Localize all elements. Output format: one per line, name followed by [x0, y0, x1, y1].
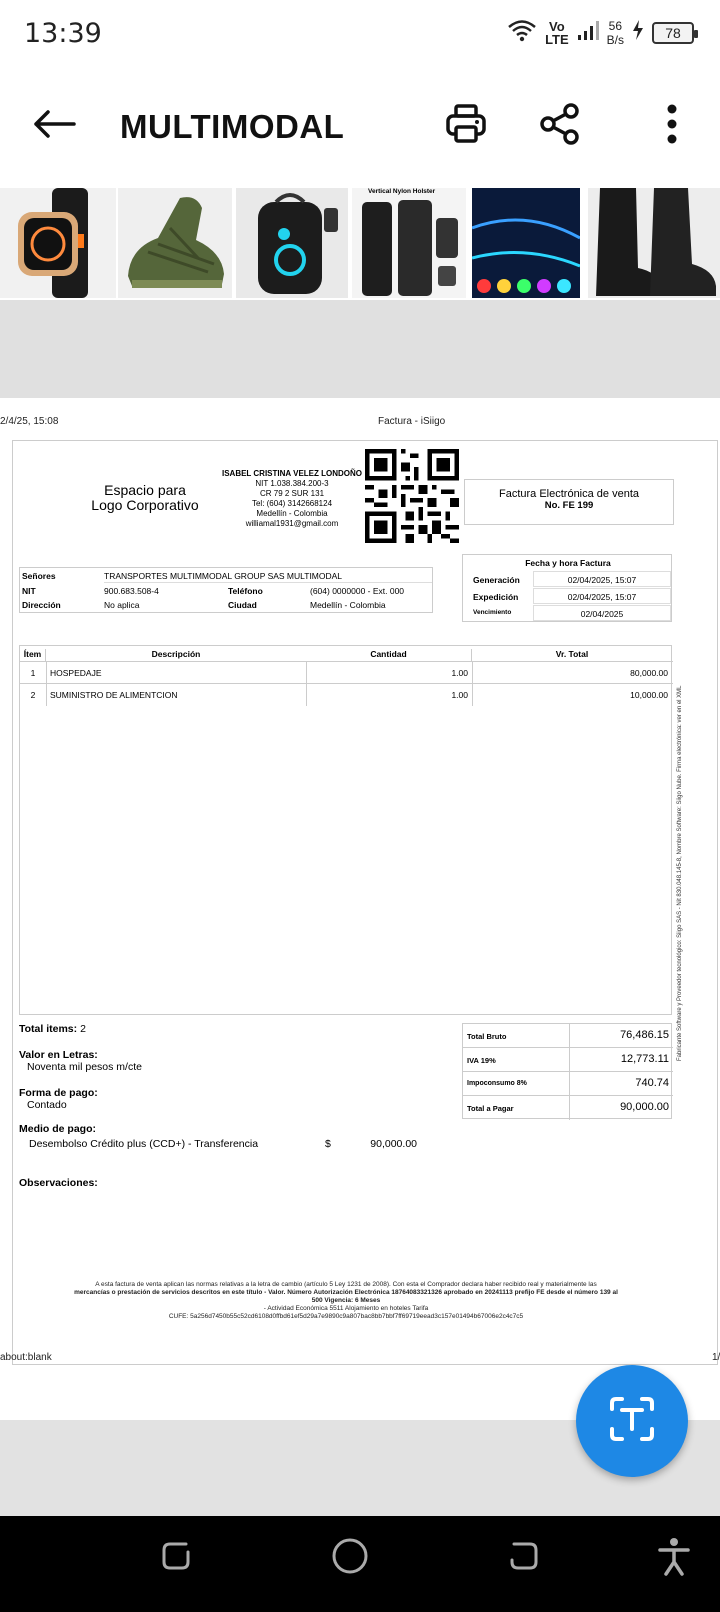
client-name: TRANSPORTES MULTIMMODAL GROUP SAS MULTIMODAL	[104, 571, 343, 581]
ad-holster-image[interactable]	[352, 188, 466, 298]
totals-row	[463, 1048, 673, 1072]
invoice-title-box	[464, 479, 674, 525]
qr-code	[365, 449, 459, 543]
legal-line-3: 500 Vigencia: 6 Meses	[311, 1297, 381, 1304]
print-page-number: 1/	[712, 1352, 720, 1363]
row-total: 10,000.00	[630, 690, 668, 700]
client-tel: (604) 0000000 - Ext. 000	[310, 586, 405, 596]
ven-value: 02/04/2025	[533, 605, 671, 621]
client-box	[19, 567, 433, 613]
ad-sneaker-image[interactable]	[118, 188, 232, 298]
charging-icon	[632, 20, 644, 45]
volte-top: Vo	[549, 18, 565, 34]
printer-icon	[444, 102, 488, 151]
row-sep	[46, 662, 47, 684]
totals-row	[463, 1072, 673, 1096]
medio-pago-label: Medio de pago:	[19, 1123, 96, 1135]
home-button[interactable]	[330, 1536, 370, 1576]
ad-boots-image[interactable]	[588, 188, 720, 298]
arrow-left-icon	[32, 109, 76, 144]
issuer-nit: NIT 1.038.384.200-3	[255, 479, 329, 488]
client-divider	[104, 582, 432, 583]
client-nit-label: NIT	[22, 586, 36, 596]
exp-label: Expedición	[473, 592, 519, 602]
totals-label: Total Bruto	[467, 1032, 507, 1041]
gen-label: Generación	[473, 575, 520, 585]
client-senores-label: Señores	[22, 571, 56, 581]
accessibility-button[interactable]	[656, 1536, 692, 1576]
totals-box	[462, 1023, 672, 1119]
signal-icon	[577, 19, 599, 46]
row-total: 80,000.00	[630, 668, 668, 678]
text-scan-icon	[608, 1395, 656, 1448]
row-qty: 1.00	[451, 668, 468, 678]
cufe-line: CUFE: 5a256d7450b55c52cd6108d0ffbd61ef5d29a7e9890c9a807bac8bb7bbf7ff69719eead3c157e01494b67006e2c4c7c5	[168, 1313, 524, 1320]
valor-letras: Noventa mil pesos m/cte	[27, 1061, 142, 1073]
client-dir-label: Dirección	[22, 600, 61, 610]
totals-label: Impoconsumo 8%	[467, 1080, 527, 1087]
status-icons	[507, 18, 694, 47]
page-title: MULTIMODAL	[120, 108, 345, 145]
row-num: 1	[30, 668, 36, 678]
status-time: 13:39	[24, 18, 102, 49]
status-bar	[0, 0, 720, 72]
issuer-name: ISABEL CRISTINA VELEZ LONDOÑO	[221, 469, 362, 478]
invoice-frame	[12, 440, 718, 1365]
totals-value: 76,486.15	[620, 1029, 669, 1041]
row-qty: 1.00	[451, 690, 468, 700]
total-items-label: Total items:	[19, 1023, 78, 1035]
table-row	[20, 684, 673, 706]
recents-icon	[158, 1561, 194, 1578]
legal-line-2: mercancías o prestación de servicios descritos en este título - Valor. Número Autorización Electrónica 18764083321326 aprobado en 20241113 prefijo FE desde el número 139 al	[74, 1289, 618, 1296]
back-nav-button[interactable]	[506, 1538, 542, 1574]
total-items	[19, 1023, 86, 1035]
row-desc: HOSPEDAJE	[50, 668, 102, 678]
client-dir: No aplica	[104, 600, 140, 610]
net-speed	[607, 19, 624, 47]
scan-text-button[interactable]	[576, 1365, 688, 1477]
table-row	[20, 662, 673, 684]
ad-smartwatch-image[interactable]	[0, 188, 116, 298]
wifi-icon	[507, 18, 537, 47]
print-page-title: Factura - iSiigo	[378, 416, 446, 427]
dates-box	[462, 554, 672, 622]
medio-currency: $	[325, 1138, 331, 1150]
app-bar	[0, 72, 720, 184]
side-provider-text: Fabricante Software y Proveedor tecnológico: Siigo SAS - Nit 830.048.145-8, Nombre Software: Siigo Nube. Firma electrónica: ver en el XML	[677, 685, 683, 1061]
items-header-row	[20, 646, 673, 662]
issuer-block	[209, 469, 375, 529]
viewer-background	[0, 300, 720, 398]
logo-placeholder	[83, 483, 207, 513]
legal-line-4: - Actividad Económica 5511 Alojamiento en hoteles Tarifa	[263, 1305, 429, 1312]
volte-indicator	[545, 20, 569, 46]
totals-label: Total a Pagar	[467, 1104, 514, 1113]
row-num: 2	[30, 690, 36, 700]
legal-line-1: A esta factura de venta aplican las normas relativas a la letra de cambio (artículo 5 Ley 1231 de 2008). Con esta el Comprador declara haber recibido real y materialmente las	[95, 1281, 597, 1288]
observaciones-label: Observaciones:	[19, 1177, 98, 1189]
ad-holster-caption: Vertical Nylon Holster	[368, 188, 436, 195]
col-qty: Cantidad	[306, 649, 472, 662]
medio-pago: Desembolso Crédito plus (CCD+) - Transferencia	[29, 1138, 259, 1150]
print-date: 2/4/25, 15:08	[0, 416, 59, 427]
net-speed-unit: B/s	[606, 32, 624, 47]
logo-line-2: Logo Corporativo	[91, 497, 199, 513]
home-circle-icon	[330, 1563, 370, 1580]
totals-value: 740.74	[635, 1077, 669, 1089]
invoice-number: No. FE 199	[544, 500, 594, 511]
back-nav-icon	[506, 1561, 542, 1578]
totals-row	[463, 1096, 673, 1120]
share-button[interactable]	[534, 100, 586, 152]
print-footer-url: about:blank	[0, 1352, 52, 1363]
col-desc: Descripción	[151, 649, 201, 659]
volte-bottom: LTE	[545, 31, 569, 47]
issuer-address: CR 79 2 SUR 131	[259, 489, 325, 498]
row-sep	[46, 684, 47, 706]
accessibility-icon	[656, 1563, 692, 1580]
legal-footer	[21, 1281, 671, 1321]
client-city: Medellín - Colombia	[310, 600, 386, 610]
items-table	[19, 645, 672, 1015]
forma-pago-label: Forma de pago:	[19, 1087, 98, 1099]
issuer-city: Medellín - Colombia	[256, 509, 328, 518]
valor-letras-label: Valor en Letras:	[19, 1049, 98, 1061]
dates-header: Fecha y hora Factura	[525, 558, 611, 568]
system-nav-bar	[0, 1516, 720, 1612]
issuer-phone: Tel: (604) 3142668124	[251, 499, 333, 508]
row-desc: SUMINISTRO DE ALIMENTCION	[50, 690, 178, 700]
medio-amount: 90,000.00	[370, 1138, 417, 1150]
col-total: Vr. Total	[555, 649, 589, 659]
share-icon	[538, 102, 582, 151]
battery-icon	[652, 22, 694, 44]
totals-row	[463, 1024, 673, 1048]
invoice-page	[0, 398, 720, 1420]
forma-pago: Contado	[27, 1099, 67, 1111]
invoice-title: Factura Electrónica de venta	[498, 488, 640, 500]
net-speed-value: 56	[608, 18, 622, 33]
back-button[interactable]	[28, 100, 80, 152]
client-city-label: Ciudad	[228, 600, 257, 610]
ad-backpack-image[interactable]	[236, 188, 348, 298]
totals-value: 90,000.00	[620, 1101, 669, 1113]
issuer-email: williamal1931@gmail.com	[245, 519, 339, 528]
ven-label: Vencimiento	[473, 609, 512, 616]
totals-label: IVA 19%	[467, 1056, 496, 1065]
print-button[interactable]	[440, 100, 492, 152]
totals-value: 12,773.11	[620, 1053, 669, 1065]
battery-level: 78	[665, 24, 681, 41]
exp-value: 02/04/2025, 15:07	[533, 588, 671, 604]
client-nit: 900.683.508-4	[104, 586, 159, 596]
total-items-value: 2	[80, 1023, 86, 1035]
col-item: Ítem	[20, 649, 46, 662]
ad-led-lights-image[interactable]	[472, 188, 580, 298]
more-vertical-icon	[666, 102, 678, 151]
client-tel-label: Teléfono	[228, 586, 263, 596]
gen-value: 02/04/2025, 15:07	[533, 571, 671, 587]
more-options-button[interactable]	[646, 100, 698, 152]
logo-line-1: Espacio para	[104, 482, 186, 498]
ad-strip[interactable]	[0, 186, 720, 300]
recents-button[interactable]	[158, 1538, 194, 1574]
